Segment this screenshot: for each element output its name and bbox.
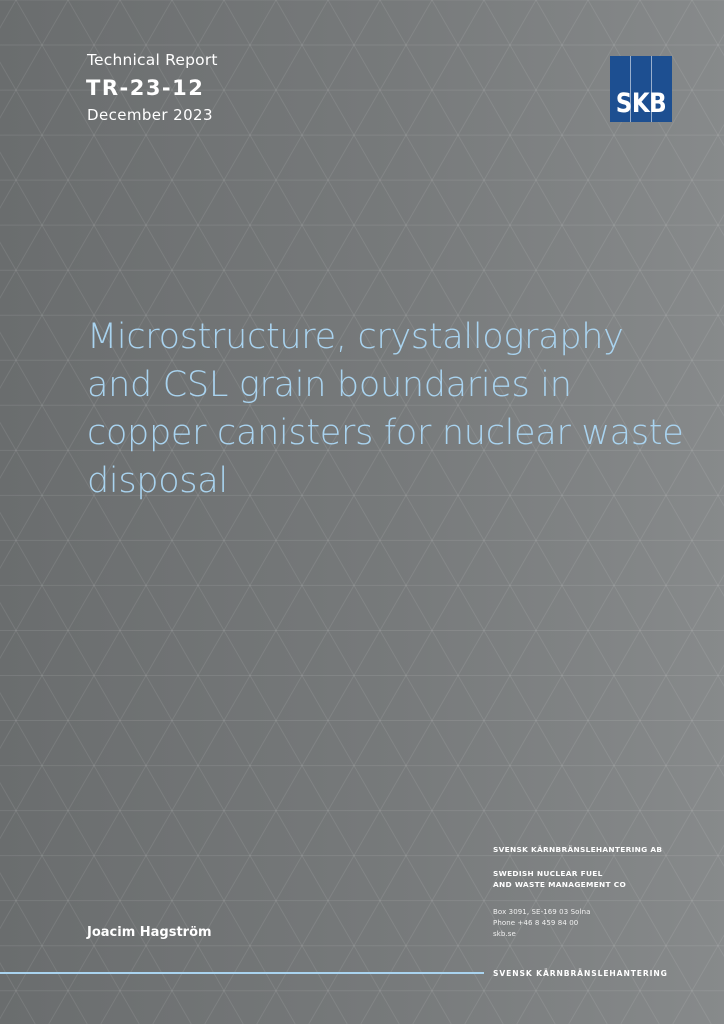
skb-logo xyxy=(610,56,672,122)
report-date: December 2023 xyxy=(87,106,213,124)
report-number: TR-23-12 xyxy=(86,76,205,100)
publisher-phone: Phone +46 8 459 84 00 xyxy=(493,919,579,927)
publisher-name-swedish: SVENSK KÄRNBRÄNSLEHANTERING AB xyxy=(493,845,663,854)
publisher-name-english-line2: AND WASTE MANAGEMENT CO xyxy=(493,880,627,889)
publisher-address: Box 3091, SE-169 03 Solna xyxy=(493,908,591,916)
publisher-name-english-line1: SWEDISH NUCLEAR FUEL xyxy=(493,869,603,878)
publisher-website: skb.se xyxy=(493,930,516,938)
skb-logo-text: SKB xyxy=(615,89,667,119)
report-type-label: Technical Report xyxy=(87,51,218,69)
publisher-name-english xyxy=(493,868,626,890)
footer-organization: SVENSK KÄRNBRÄNSLEHANTERING xyxy=(493,969,668,978)
footer-rule xyxy=(0,972,484,974)
publisher-contact xyxy=(493,907,591,940)
author-name: Joacim Hagström xyxy=(87,925,212,940)
document-title: Microstructure, crystallography and CSL grain boundaries in copper canisters for nuclear waste disposal xyxy=(87,317,684,501)
